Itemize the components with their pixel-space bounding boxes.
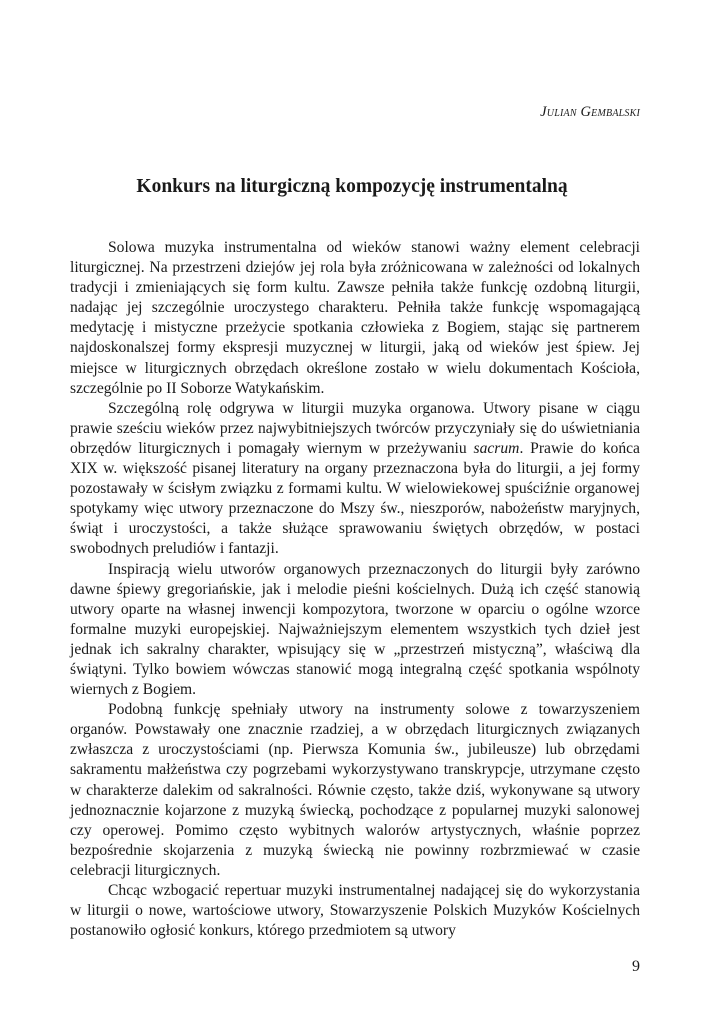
paragraph-1: Solowa muzyka instrumentalna od wieków stanowi ważny element celebracji liturgicznej. Na przestrzeni dziejów jej rola była zróżnicowana w zależności od lokalnych tradycji i zmieniających się form kultu. Zawsze pełniła także funkcję ozdobną liturgii, nadając jej szczególnie uroczystego charakteru. Pełniła także funkcję wspomagającą medytację i mistyczne przeżycie spotkania człowieka z Bogiem, stając się partnerem najdoskonalszej formy ekspresji muzycznej w liturgii, jaką od wieków jest śpiew. Jej miejsce w liturgicznych obrzędach określone zostało w wielu dokumentach Kościoła, szczególnie po II Soborze Watykańskim. xyxy=(70,239,640,397)
paragraph-5: Chcąc wzbogacić repertuar muzyki instrumentalnej nadającej się do wykorzystania w liturgii o nowe, wartościowe utwory, Stowarzyszenie Polskich Muzyków Kościelnych postanowiło ogłosić konkurs, którego przedmiotem są utwory xyxy=(70,882,640,940)
paragraph-2-text-b: . Prawie do końca XIX w. większość pisanej literatury na organy przeznaczona była do liturgii, a jej formy pozostawały w ścisłym związku z formami kultu. W wielowiekowej spuściźnie organowej spotykamy więc utwory przeznaczone do Mszy św., nieszporów, nabożeństw maryjnych, świąt i uroczystości, a także służące sprawowaniu świętych obrzędów, w postaci swobodnych preludiów i fantazji. xyxy=(70,439,640,558)
running-head-author: Julian Gembalski xyxy=(540,104,640,120)
page-number: 9 xyxy=(632,958,640,975)
article-body xyxy=(70,238,640,941)
paragraph-4: Podobną funkcję spełniały utwory na instrumenty solowe z towarzyszeniem organów. Powstawały one znacznie rzadziej, a w obrzędach liturgicznych związanych zwłaszcza z uroczystościami (np. Pierwsza Komunia św., jubileusze) lub obrzędami sakramentu małżeństwa czy pogrzebami wykorzystywano transkrypcje, utrzymane często w charakterze dalekim od sakralności. Równie często, także dziś, wykonywane są utwory jednoznacznie kojarzone z muzyką świecką, pochodzące z popularnej muzyki salonowej czy operowej. Pomimo często wybitnych walorów artystycznych, właśnie poprzez bezpośrednie skojarzenia z muzyką świecką nie powinny rozbrzmiewać w czasie celebracji liturgicznych. xyxy=(70,701,640,879)
paragraph-2-text-a: Szczególną rolę odgrywa w liturgii muzyka organowa. Utwory pisane w ciągu prawie sześciu wieków przez najwybitniejszych twórców przyczyniały się do uświetniania obrzędów liturgicznych i pomagały wiernym w przeżywaniu xyxy=(70,399,640,457)
paragraph-2-emphasis: sacrum xyxy=(473,439,520,457)
article-title: Konkurs na liturgiczną kompozycję instrumentalną xyxy=(136,176,568,197)
paragraph-2 xyxy=(70,399,640,560)
paragraph-3: Inspiracją wielu utworów organowych przeznaczonych do liturgii były zarówno dawne śpiewy gregoriańskie, jak i melodie pieśni kościelnych. Dużą ich część stanowią utwory oparte na własnej inwencji kompozytora, tworzone w oparciu o ogólne wzorce formalne muzyki europejskiej. Najważniejszym elementem wszystkich tych dzieł jest jednak ich sakralny charakter, wpisujący się w „przestrzeń mistyczną”, właściwą dla świątyni. Tylko bowiem wówczas stanowić mogą integralną część spotkania wspólnoty wiernych z Bogiem. xyxy=(70,560,640,699)
